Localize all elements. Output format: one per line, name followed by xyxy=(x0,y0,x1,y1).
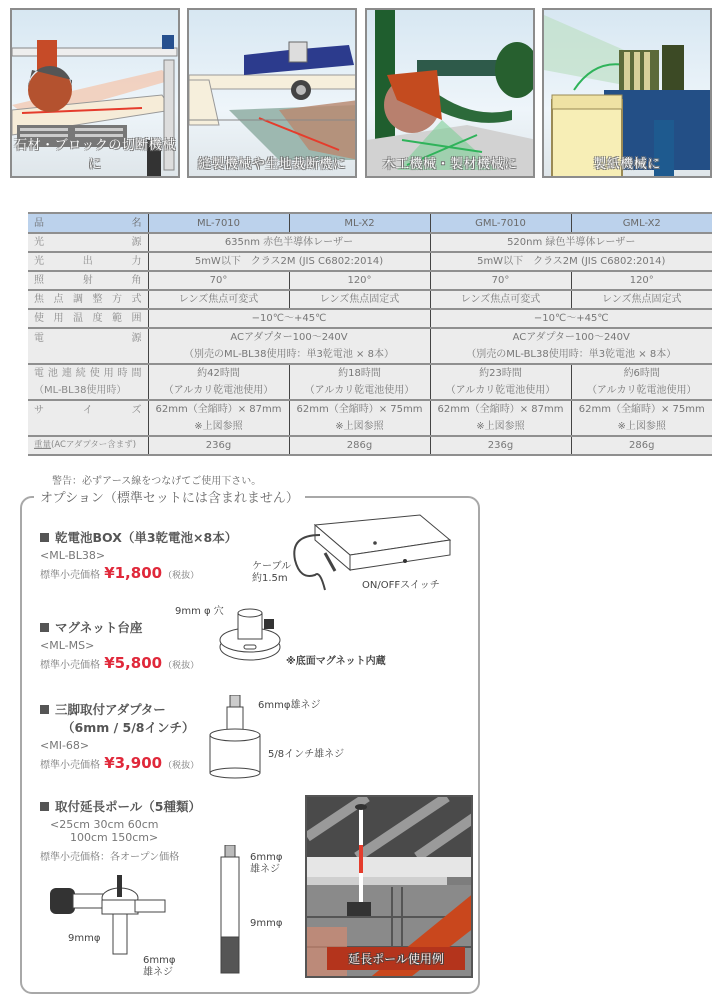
option-model: <ML-BL38> xyxy=(40,549,106,562)
spec-row-angle: 照 射 角 70° 120° 70° 120° xyxy=(28,271,712,290)
spec-row-focus: 焦 点 調 整 方 式 レンズ焦点可変式 レンズ焦点固定式 レンズ焦点可変式 レンズ焦点固定式 xyxy=(28,290,712,309)
app-image-stone-cutting xyxy=(10,8,180,178)
spec-row-battery-time: 電 池 連 続 使 用 時 間 （ML-BL38使用時） 約42時間 （アルカリ乾電池使用） 約18時間 （アルカリ乾電池使用） 約23時間 （アルカリ乾電池使用） 約6時間 （アルカリ乾電池使用） xyxy=(28,364,712,400)
app-caption: 木工機械・製材機械に xyxy=(382,157,518,172)
thread-6mm-label: 6mmφ雄ネジ xyxy=(258,700,321,711)
option-battery-box xyxy=(40,528,237,582)
magnet-note: ※底面マグネット内蔵 xyxy=(286,656,386,667)
option-model: <ML-MS> xyxy=(40,639,95,652)
option-price-row: 標準小売価格 ¥5,800（税抜） xyxy=(40,654,200,672)
bullet-square-icon xyxy=(40,533,49,542)
app-image-woodworking xyxy=(365,8,535,178)
spec-row-output: 光 出 力 5mW以下 クラス2M (JIS C6802:2014) 5mW以下 クラス2M (JIS C6802:2014) xyxy=(28,252,712,271)
spec-row-temperature: 使 用 温 度 範 囲 −10℃〜+45℃ −10℃〜+45℃ xyxy=(28,309,712,328)
option-magnet-base xyxy=(40,618,199,672)
spec-row-weight: 重量(ACアダプター含まず) 236g 286g 236g 286g xyxy=(28,436,712,455)
app-image-sewing xyxy=(187,8,357,178)
pole-6mm-label: 6mmφ 雄ネジ xyxy=(250,852,283,875)
header-model: GML-X2 xyxy=(571,213,712,233)
options-title: オプション（標準セットには含まれません） xyxy=(34,487,305,506)
option-name: 取付延長ポール（5種類） xyxy=(55,799,201,814)
bullet-square-icon xyxy=(40,802,49,811)
extension-pole-illustration xyxy=(215,845,245,975)
option-tripod-adapter: 三脚取付アダプター （6mm / 5/8インチ） <MI-68> 標準小売価格 ¥3,900（税抜） xyxy=(40,702,200,772)
pole-9mm-label: 9mmφ xyxy=(250,918,283,929)
header-label: 品 名 xyxy=(28,213,148,233)
option-name: マグネット台座 xyxy=(55,620,143,635)
app-caption: 石材・ブロックの切断機械に xyxy=(14,138,176,172)
header-model: ML-X2 xyxy=(289,213,430,233)
clamp-6mm-label: 6mmφ 雄ネジ xyxy=(143,955,176,978)
option-price-row: 標準小売価格：各オープン価格 xyxy=(40,852,180,863)
switch-label: ON/OFFスイッチ xyxy=(362,580,440,591)
spec-header-row xyxy=(28,213,712,233)
option-price: ¥5,800 xyxy=(104,654,163,672)
option-model: <MI-68> xyxy=(40,739,90,752)
option-price: ¥1,800 xyxy=(104,564,163,582)
pole-clamp-illustration xyxy=(45,870,175,965)
pole-usage-photo xyxy=(305,795,473,978)
hole-label: 9mm φ 穴 xyxy=(175,606,224,617)
bullet-square-icon xyxy=(40,623,49,632)
option-name: 乾電池BOX（単3乾電池×8本） xyxy=(55,530,238,545)
clamp-9mm-label: 9mmφ xyxy=(68,933,101,944)
option-name: 三脚取付アダプター xyxy=(55,702,166,717)
option-price: ¥3,900 xyxy=(104,754,163,772)
thread-58-label: 5/8インチ雄ネジ xyxy=(268,749,345,760)
option-extension-pole: 取付延長ポール（5種類） <25cm 30cm 60cm 100cm 150cm> 標準小売価格：各オープン価格 xyxy=(40,799,201,863)
warning-text: 警告：必ずアース線をつなげてご使用下さい。 xyxy=(52,476,262,487)
application-images xyxy=(10,8,710,178)
header-model: ML-7010 xyxy=(148,213,289,233)
option-price-row: 標準小売価格 ¥1,800（税抜） xyxy=(40,564,200,582)
option-price-row: 標準小売価格 ¥3,900（税抜） xyxy=(40,754,200,772)
app-image-paper xyxy=(542,8,712,178)
spec-row-light-source: 光 源 635nm 赤色半導体レーザー 520nm 緑色半導体レーザー xyxy=(28,233,712,252)
spec-row-size: サ イ ズ 62mm（全縮時）× 87mm ※上図参照 62mm（全縮時）× 75mm ※上図参照 62mm（全縮時）× 87mm ※上図参照 62mm（全縮時）× 75mm ※上図参照 xyxy=(28,400,712,436)
app-caption: 縫製機械や生地裁断機に xyxy=(197,157,347,172)
usage-caption: 延長ポール使用例 xyxy=(327,947,465,970)
bullet-square-icon xyxy=(40,705,49,714)
tripod-adapter-illustration xyxy=(205,695,265,780)
app-caption: 製紙機械に xyxy=(593,157,661,172)
spec-table xyxy=(28,212,712,456)
cable-label: ケーブル 約1.5m xyxy=(252,561,292,584)
header-model: GML-7010 xyxy=(430,213,571,233)
spec-row-power: 電 源 ACアダプター100〜240V （別売のML-BL38使用時：単3乾電池 × 8本） ACアダプター100〜240V （別売のML-BL38使用時：単3乾電池 × 8本） xyxy=(28,328,712,364)
